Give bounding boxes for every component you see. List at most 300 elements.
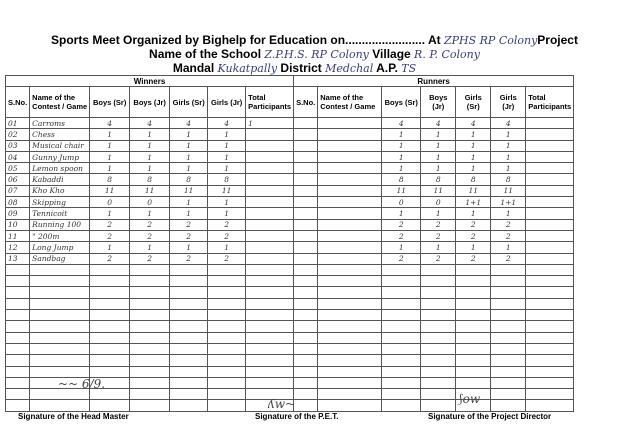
table-cell xyxy=(491,343,526,354)
table-cell xyxy=(6,377,30,388)
table-cell xyxy=(90,264,130,275)
table-cell xyxy=(318,276,382,287)
date-dots: ........................ xyxy=(345,33,426,47)
table-cell: 1 xyxy=(421,163,456,174)
director-signature-mark: ⟆ow xyxy=(458,392,481,406)
table-cell xyxy=(170,332,208,343)
column-header-row xyxy=(6,87,574,118)
school-label: Name of the School xyxy=(149,47,262,61)
table-cell xyxy=(318,253,382,264)
table-cell xyxy=(382,298,421,309)
table-cell: 03 xyxy=(6,140,30,151)
table-cell: 1 xyxy=(491,140,526,151)
table-cell xyxy=(456,321,491,332)
table-cell xyxy=(421,400,456,411)
table-cell xyxy=(30,287,90,298)
head-master-signature-mark: ~~ 6/9. xyxy=(58,377,106,391)
table-cell xyxy=(294,310,318,321)
table-cell xyxy=(30,321,90,332)
table-cell xyxy=(318,389,382,400)
table-cell xyxy=(246,298,294,309)
table-cell: 1 xyxy=(208,140,246,151)
table-cell xyxy=(382,321,421,332)
table-cell: 1 xyxy=(421,140,456,151)
table-cell: Tennicoit xyxy=(30,208,90,219)
table-cell: 1 xyxy=(208,151,246,162)
table-cell: 04 xyxy=(6,151,30,162)
table-cell xyxy=(90,321,130,332)
table-cell xyxy=(208,298,246,309)
table-cell: 4 xyxy=(421,118,456,129)
table-cell: 8 xyxy=(456,174,491,185)
table-cell xyxy=(246,151,294,162)
table-cell xyxy=(294,197,318,208)
table-cell: 1 xyxy=(456,129,491,140)
table-cell xyxy=(526,276,574,287)
at-label: At xyxy=(427,33,441,47)
table-cell xyxy=(6,400,30,411)
table-cell xyxy=(294,287,318,298)
table-cell xyxy=(30,310,90,321)
table-cell: 8 xyxy=(170,174,208,185)
table-cell xyxy=(526,219,574,230)
table-cell xyxy=(456,366,491,377)
table-cell xyxy=(130,321,170,332)
table-cell: 11 xyxy=(6,230,30,241)
table-cell: 1 xyxy=(421,208,456,219)
table-cell xyxy=(526,140,574,151)
table-cell xyxy=(30,276,90,287)
table-cell xyxy=(294,377,318,388)
table-cell: 1 xyxy=(208,129,246,140)
table-cell xyxy=(421,366,456,377)
table-cell: 1 xyxy=(246,118,294,129)
table-cell xyxy=(382,343,421,354)
table-cell: 2 xyxy=(491,219,526,230)
table-cell: " 200m xyxy=(30,230,90,241)
table-cell xyxy=(456,343,491,354)
table-cell: 1 xyxy=(421,242,456,253)
table-cell: 11 xyxy=(90,185,130,196)
table-cell xyxy=(318,332,382,343)
runners-group-label: Runners xyxy=(294,76,574,87)
table-cell xyxy=(6,321,30,332)
table-cell xyxy=(382,264,421,275)
table-cell xyxy=(526,230,574,241)
table-cell: 1 xyxy=(208,163,246,174)
table-cell: 8 xyxy=(491,174,526,185)
table-cell xyxy=(318,377,382,388)
table-cell: 2 xyxy=(456,230,491,241)
table-cell xyxy=(526,118,574,129)
table-cell xyxy=(526,163,574,174)
table-cell: 1 xyxy=(90,208,130,219)
table-cell xyxy=(294,321,318,332)
table-row xyxy=(6,185,574,196)
table-cell xyxy=(318,264,382,275)
table-cell: 2 xyxy=(382,230,421,241)
table-cell: 1 xyxy=(170,151,208,162)
table-cell: 1 xyxy=(382,163,421,174)
table-cell xyxy=(526,129,574,140)
table-cell: 8 xyxy=(382,174,421,185)
results-table xyxy=(5,75,574,412)
table-cell: 0 xyxy=(382,197,421,208)
table-cell xyxy=(208,310,246,321)
table-cell: 11 xyxy=(491,185,526,196)
pet-signature-mark: ʎw~ xyxy=(268,397,296,411)
table-cell xyxy=(421,276,456,287)
col-header: S.No. xyxy=(6,87,30,118)
table-cell xyxy=(6,264,30,275)
col-header: Boys (Jr) xyxy=(421,87,456,118)
table-cell: 11 xyxy=(421,185,456,196)
table-cell: 2 xyxy=(130,230,170,241)
table-cell xyxy=(170,321,208,332)
table-cell xyxy=(318,163,382,174)
table-cell: 1 xyxy=(456,151,491,162)
table-cell xyxy=(382,389,421,400)
table-cell xyxy=(318,310,382,321)
table-cell xyxy=(456,355,491,366)
table-cell xyxy=(318,355,382,366)
table-cell xyxy=(382,355,421,366)
table-cell: 1 xyxy=(382,242,421,253)
table-cell: 2 xyxy=(90,219,130,230)
table-cell xyxy=(382,332,421,343)
table-cell xyxy=(170,355,208,366)
table-cell xyxy=(170,389,208,400)
table-cell xyxy=(491,321,526,332)
table-cell: 11 xyxy=(456,185,491,196)
table-cell: 1 xyxy=(170,208,208,219)
table-cell xyxy=(526,197,574,208)
table-cell xyxy=(526,400,574,411)
table-cell xyxy=(294,366,318,377)
table-cell xyxy=(130,276,170,287)
table-cell xyxy=(90,287,130,298)
table-cell xyxy=(294,253,318,264)
table-cell xyxy=(208,276,246,287)
table-cell xyxy=(6,287,30,298)
table-cell xyxy=(208,264,246,275)
table-cell xyxy=(382,400,421,411)
table-cell xyxy=(294,332,318,343)
table-cell: Sandbag xyxy=(30,253,90,264)
table-cell xyxy=(170,400,208,411)
table-cell xyxy=(526,343,574,354)
table-cell: Carroms xyxy=(30,118,90,129)
table-cell: 1 xyxy=(130,242,170,253)
table-cell xyxy=(6,276,30,287)
table-cell xyxy=(526,185,574,196)
table-row xyxy=(6,253,574,264)
col-header: Girls (Sr) xyxy=(170,87,208,118)
table-cell: 8 xyxy=(421,174,456,185)
table-cell: 1 xyxy=(456,140,491,151)
table-cell xyxy=(491,287,526,298)
table-cell xyxy=(526,321,574,332)
table-cell: 4 xyxy=(208,118,246,129)
table-cell xyxy=(491,310,526,321)
table-cell xyxy=(526,298,574,309)
table-cell: 08 xyxy=(6,197,30,208)
table-cell: 1 xyxy=(491,163,526,174)
table-cell: Running 100 xyxy=(30,219,90,230)
table-cell xyxy=(130,389,170,400)
table-cell xyxy=(526,355,574,366)
table-cell xyxy=(246,264,294,275)
table-cell xyxy=(294,174,318,185)
table-cell xyxy=(294,163,318,174)
table-cell xyxy=(170,310,208,321)
table-cell xyxy=(90,298,130,309)
table-cell xyxy=(456,298,491,309)
table-cell xyxy=(30,298,90,309)
table-cell xyxy=(318,321,382,332)
table-cell xyxy=(526,253,574,264)
table-cell: 1 xyxy=(90,129,130,140)
table-cell xyxy=(382,366,421,377)
table-cell xyxy=(294,355,318,366)
table-cell: 1+1 xyxy=(456,197,491,208)
table-cell xyxy=(382,276,421,287)
table-cell xyxy=(246,287,294,298)
table-cell xyxy=(491,355,526,366)
table-cell: Lemon spoon xyxy=(30,163,90,174)
table-cell xyxy=(318,129,382,140)
table-cell xyxy=(421,343,456,354)
table-cell: 12 xyxy=(6,242,30,253)
table-cell xyxy=(208,355,246,366)
table-cell: 11 xyxy=(170,185,208,196)
table-cell xyxy=(246,276,294,287)
table-cell: Skipping xyxy=(30,197,90,208)
table-cell: 2 xyxy=(208,230,246,241)
table-cell xyxy=(526,310,574,321)
table-cell: 1 xyxy=(491,129,526,140)
table-cell xyxy=(491,400,526,411)
table-cell: Gunny Jump xyxy=(30,151,90,162)
table-cell: 1 xyxy=(170,129,208,140)
winners-group-label: Winners xyxy=(6,76,294,87)
table-cell xyxy=(246,174,294,185)
table-cell xyxy=(382,310,421,321)
district-label: District xyxy=(280,61,322,75)
table-cell xyxy=(6,298,30,309)
table-cell xyxy=(246,332,294,343)
table-cell: 1 xyxy=(208,197,246,208)
table-row xyxy=(6,332,574,343)
table-cell: 1 xyxy=(130,151,170,162)
table-cell xyxy=(246,366,294,377)
table-cell: 09 xyxy=(6,208,30,219)
table-cell xyxy=(526,332,574,343)
table-cell: 1 xyxy=(170,163,208,174)
table-cell xyxy=(170,377,208,388)
table-cell xyxy=(526,377,574,388)
table-cell xyxy=(526,242,574,253)
table-cell xyxy=(130,366,170,377)
table-row xyxy=(6,366,574,377)
col-header: Girls (Jr) xyxy=(491,87,526,118)
table-cell xyxy=(294,185,318,196)
table-cell: Kho Kho xyxy=(30,185,90,196)
table-cell xyxy=(246,377,294,388)
col-header: Boys (Jr) xyxy=(130,87,170,118)
table-cell xyxy=(246,310,294,321)
table-cell xyxy=(90,343,130,354)
table-cell xyxy=(421,298,456,309)
table-cell: 1 xyxy=(90,140,130,151)
table-row xyxy=(6,129,574,140)
table-cell xyxy=(6,332,30,343)
table-cell: 1 xyxy=(382,208,421,219)
table-cell xyxy=(90,310,130,321)
table-cell xyxy=(318,151,382,162)
table-cell xyxy=(318,197,382,208)
table-cell xyxy=(421,264,456,275)
table-cell xyxy=(294,264,318,275)
table-cell xyxy=(130,400,170,411)
table-cell: 1 xyxy=(130,163,170,174)
table-cell: 1 xyxy=(491,151,526,162)
mandal-line xyxy=(0,61,609,75)
table-row xyxy=(6,151,574,162)
table-cell xyxy=(246,242,294,253)
table-cell xyxy=(318,118,382,129)
table-cell xyxy=(421,287,456,298)
table-cell: 2 xyxy=(170,253,208,264)
project-label: Project xyxy=(537,33,578,47)
table-cell xyxy=(294,389,318,400)
table-cell xyxy=(318,174,382,185)
head-master-signature-label: Signature of the Head Master xyxy=(18,412,129,421)
table-cell: 2 xyxy=(90,253,130,264)
table-cell xyxy=(130,287,170,298)
table-cell xyxy=(318,287,382,298)
table-cell xyxy=(421,389,456,400)
table-cell: 1 xyxy=(170,197,208,208)
table-cell xyxy=(90,332,130,343)
table-cell xyxy=(170,276,208,287)
table-cell xyxy=(526,174,574,185)
table-cell xyxy=(130,310,170,321)
school-line xyxy=(0,47,629,61)
table-cell: 1 xyxy=(208,208,246,219)
table-row xyxy=(6,287,574,298)
title-prefix: Sports Meet Organized by Bighelp for Education on xyxy=(51,33,346,47)
table-cell: 1 xyxy=(382,129,421,140)
table-cell: 2 xyxy=(130,253,170,264)
table-cell xyxy=(170,287,208,298)
table-cell xyxy=(246,230,294,241)
table-cell: 01 xyxy=(6,118,30,129)
table-cell: 05 xyxy=(6,163,30,174)
col-header: Name of the Contest / Game xyxy=(30,87,90,118)
table-cell xyxy=(130,377,170,388)
table-cell xyxy=(90,400,130,411)
table-cell xyxy=(208,343,246,354)
table-cell xyxy=(421,321,456,332)
table-cell: 11 xyxy=(382,185,421,196)
col-header: Girls (Sr) xyxy=(456,87,491,118)
table-row xyxy=(6,264,574,275)
table-row xyxy=(6,321,574,332)
table-cell xyxy=(491,276,526,287)
table-cell xyxy=(170,264,208,275)
table-cell: 1 xyxy=(170,140,208,151)
table-cell: 8 xyxy=(208,174,246,185)
table-row xyxy=(6,242,574,253)
table-cell: 06 xyxy=(6,174,30,185)
table-cell xyxy=(294,276,318,287)
table-cell: 11 xyxy=(208,185,246,196)
table-cell: 8 xyxy=(90,174,130,185)
table-cell xyxy=(318,242,382,253)
table-cell xyxy=(30,366,90,377)
table-cell: Kabaddi xyxy=(30,174,90,185)
table-cell: 13 xyxy=(6,253,30,264)
table-cell xyxy=(246,355,294,366)
table-cell xyxy=(246,163,294,174)
table-cell xyxy=(30,343,90,354)
table-cell: 1 xyxy=(90,163,130,174)
table-cell xyxy=(6,389,30,400)
table-cell: 10 xyxy=(6,219,30,230)
table-cell: Long Jump xyxy=(30,242,90,253)
table-cell: 2 xyxy=(421,253,456,264)
table-row xyxy=(6,355,574,366)
sheet-title-line xyxy=(0,33,629,47)
table-cell xyxy=(6,310,30,321)
mandal-label: Mandal xyxy=(172,61,215,75)
table-cell xyxy=(294,343,318,354)
table-cell xyxy=(130,332,170,343)
table-cell: 1 xyxy=(421,151,456,162)
table-cell: 11 xyxy=(130,185,170,196)
table-cell xyxy=(208,287,246,298)
table-cell: 4 xyxy=(130,118,170,129)
table-cell xyxy=(318,366,382,377)
district-value: Medchal xyxy=(325,62,374,75)
table-cell: 0 xyxy=(421,197,456,208)
ap-value: TS xyxy=(401,62,417,75)
table-cell: 1 xyxy=(382,140,421,151)
table-cell: 1 xyxy=(456,163,491,174)
project-director-signature-label: Signature of the Project Director xyxy=(428,412,552,421)
table-cell xyxy=(318,343,382,354)
table-cell xyxy=(456,287,491,298)
table-cell: 2 xyxy=(90,230,130,241)
col-header: S.No. xyxy=(294,87,318,118)
table-cell xyxy=(294,400,318,411)
table-cell xyxy=(208,377,246,388)
table-cell xyxy=(526,208,574,219)
table-cell xyxy=(246,253,294,264)
table-cell: 1 xyxy=(130,208,170,219)
table-cell: 1 xyxy=(456,208,491,219)
table-cell xyxy=(526,264,574,275)
table-cell xyxy=(246,140,294,151)
table-cell: 1 xyxy=(456,242,491,253)
table-cell: 2 xyxy=(208,253,246,264)
table-cell xyxy=(246,197,294,208)
at-value: ZPHS RP Colony xyxy=(443,34,538,47)
table-cell xyxy=(246,208,294,219)
table-cell xyxy=(318,208,382,219)
col-header: Boys (Sr) xyxy=(382,87,421,118)
